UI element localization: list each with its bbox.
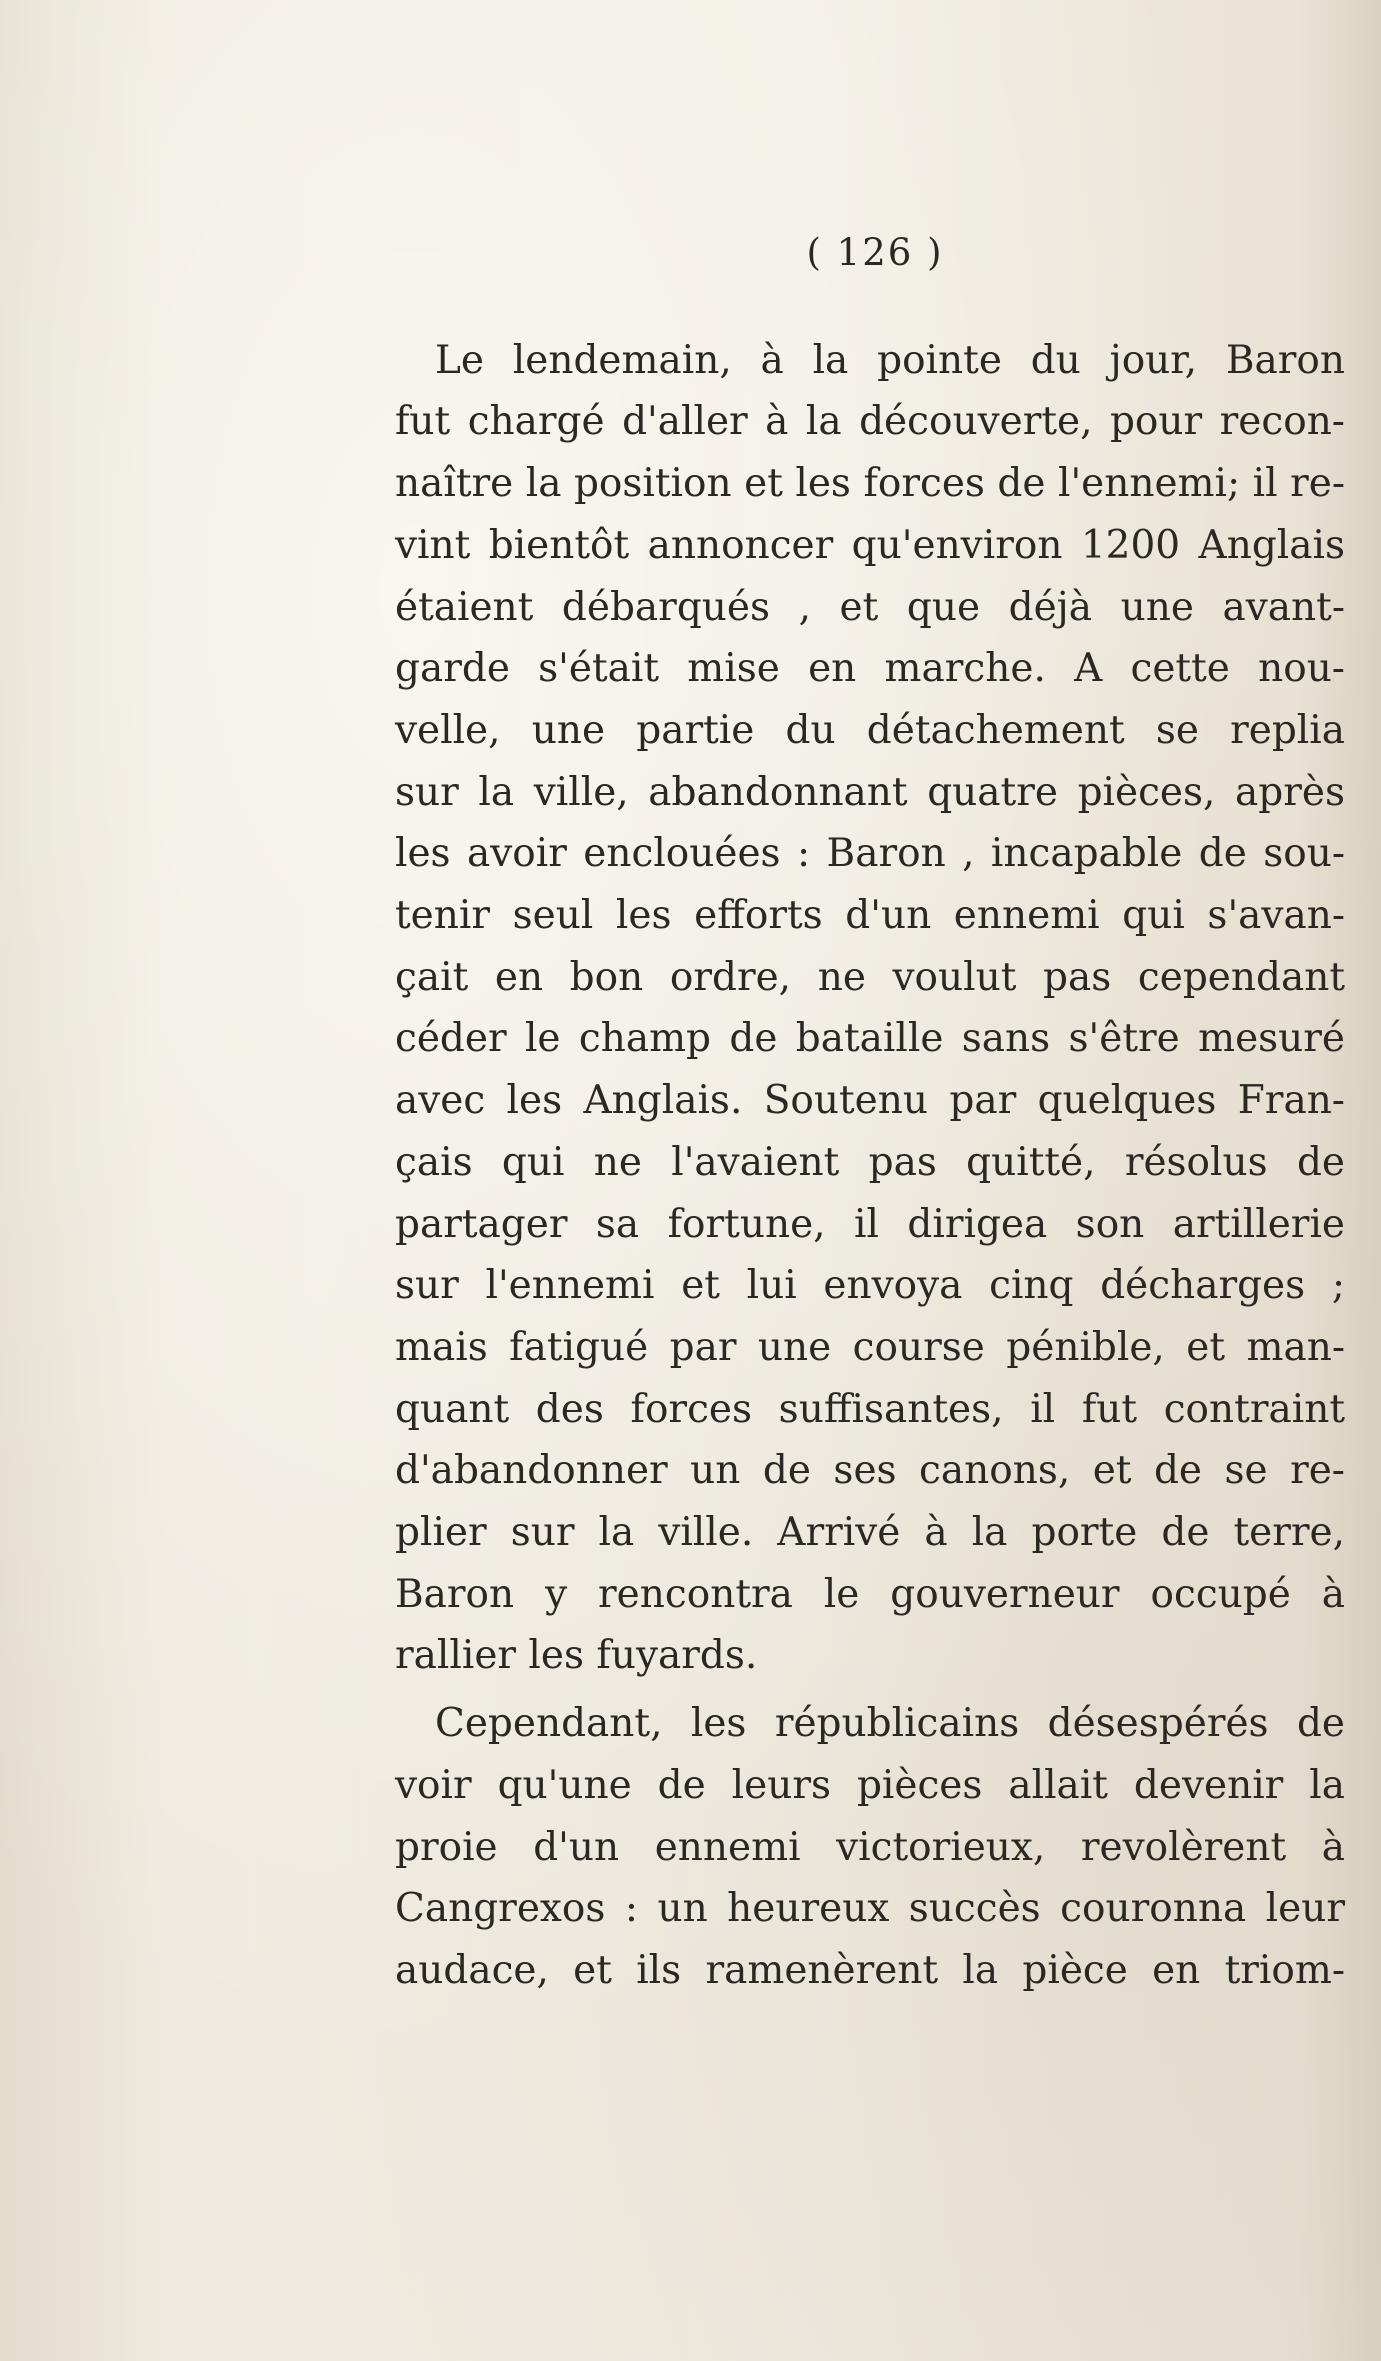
text-line: mais fatigué par une course pénible, et man-	[395, 1324, 1345, 1370]
text-line: d'abandonner un de ses canons, et de se re-	[395, 1448, 1345, 1494]
text-line: avec les Anglais. Soutenu par quelques Fran-	[395, 1078, 1345, 1124]
text-line: Baron y rencontra le gouverneur occupé à	[395, 1571, 1345, 1617]
text-line: audace, et ils ramenèrent la pièce en triom-	[395, 1947, 1345, 1993]
text-line: rallier les fuyards.	[395, 1633, 758, 1679]
text-line: fut chargé d'aller à la découverte, pour recon-	[395, 399, 1345, 445]
paragraph-1	[395, 330, 1345, 1687]
text-line: Cependant, les républicains désespérés de	[435, 1701, 1345, 1747]
page-number: ( 126 )	[806, 231, 944, 274]
text-line: quant des forces suffisantes, il fut contraint	[395, 1386, 1345, 1432]
text-line: étaient débarqués , et que déjà une avant-	[395, 584, 1345, 630]
text-line: vint bientôt annoncer qu'environ 1200 Anglais	[395, 522, 1345, 568]
text-line: garde s'était mise en marche. A cette nou-	[395, 646, 1345, 692]
text-line: les avoir enclouées : Baron , incapable de sou-	[395, 831, 1345, 877]
text-line: velle, une partie du détachement se replia	[395, 707, 1345, 753]
page-text	[395, 222, 1345, 2002]
paragraph-2	[395, 1693, 1345, 2002]
text-line: sur l'ennemi et lui envoya cinq décharges ;	[395, 1263, 1345, 1309]
text-line: çais qui ne l'avaient pas quitté, résolus de	[395, 1139, 1345, 1185]
text-line: naître la position et les forces de l'ennemi; il re-	[395, 461, 1345, 507]
text-line: voir qu'une de leurs pièces allait devenir la	[395, 1762, 1345, 1808]
text-line: çait en bon ordre, ne voulut pas cependant	[395, 954, 1345, 1000]
text-line: sur la ville, abandonnant quatre pièces, après	[395, 769, 1345, 815]
text-line: Le lendemain, à la pointe du jour, Baron	[435, 337, 1345, 383]
text-line: tenir seul les efforts d'un ennemi qui s'avan-	[395, 893, 1345, 939]
text-line: proie d'un ennemi victorieux, revolèrent à	[395, 1824, 1345, 1870]
text-line: céder le champ de bataille sans s'être mesuré	[395, 1016, 1345, 1062]
text-line: plier sur la ville. Arrivé à la porte de terre,	[395, 1510, 1345, 1556]
text-line: partager sa fortune, il dirigea son artillerie	[395, 1201, 1345, 1247]
text-line: Cangrexos : un heureux succès couronna leur	[395, 1886, 1345, 1932]
